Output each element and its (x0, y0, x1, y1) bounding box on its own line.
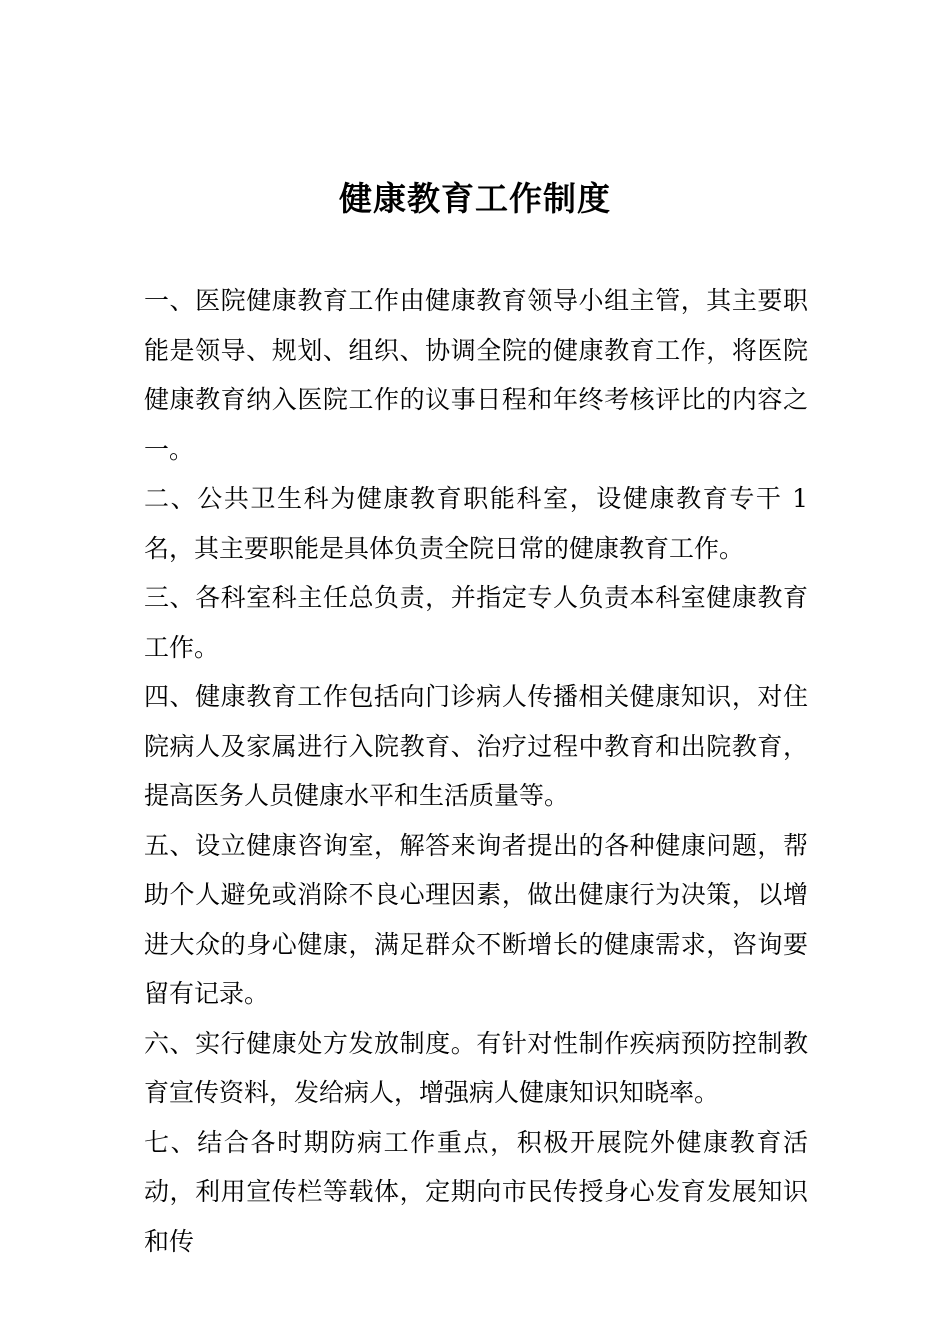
paragraph-1: 一、医院健康教育工作由健康教育领导小组主管，其主要职能是领导、规划、组织、协调全院的健康教育工作，将医院健康教育纳入医院工作的议事日程和年终考核评比的内容之一。 (144, 286, 808, 464)
paragraph-6: 六、实行健康处方发放制度。有针对性制作疾病预防控制教育宣传资料，发给病人，增强病人健康知识知晓率。 (144, 1028, 808, 1107)
paragraph-4: 四、健康教育工作包括向门诊病人传播相关健康知识，对住院病人及家属进行入院教育、治疗过程中教育和出院教育，提高医务人员健康水平和生活质量等。 (144, 682, 808, 810)
paragraph-7: 七、结合各时期防病工作重点，积极开展院外健康教育活动，利用宣传栏等载体，定期向市民传授身心发育发展知识和传 (144, 1127, 808, 1256)
paragraph-2: 二、公共卫生科为健康教育职能科室，设健康教育专干 1 名，其主要职能是具体负责全院日常的健康教育工作。 (144, 484, 808, 563)
paragraph-3: 三、各科室科主任总负责，并指定专人负责本科室健康教育工作。 (144, 583, 808, 662)
paragraph-5: 五、设立健康咨询室，解答来询者提出的各种健康问题，帮助个人避免或消除不良心理因素，做出健康行为决策，以增进大众的身心健康，满足群众不断增长的健康需求，咨询要留有记录。 (144, 830, 808, 1008)
document-body (144, 276, 808, 1266)
document-title: 健康教育工作制度 (339, 179, 611, 218)
